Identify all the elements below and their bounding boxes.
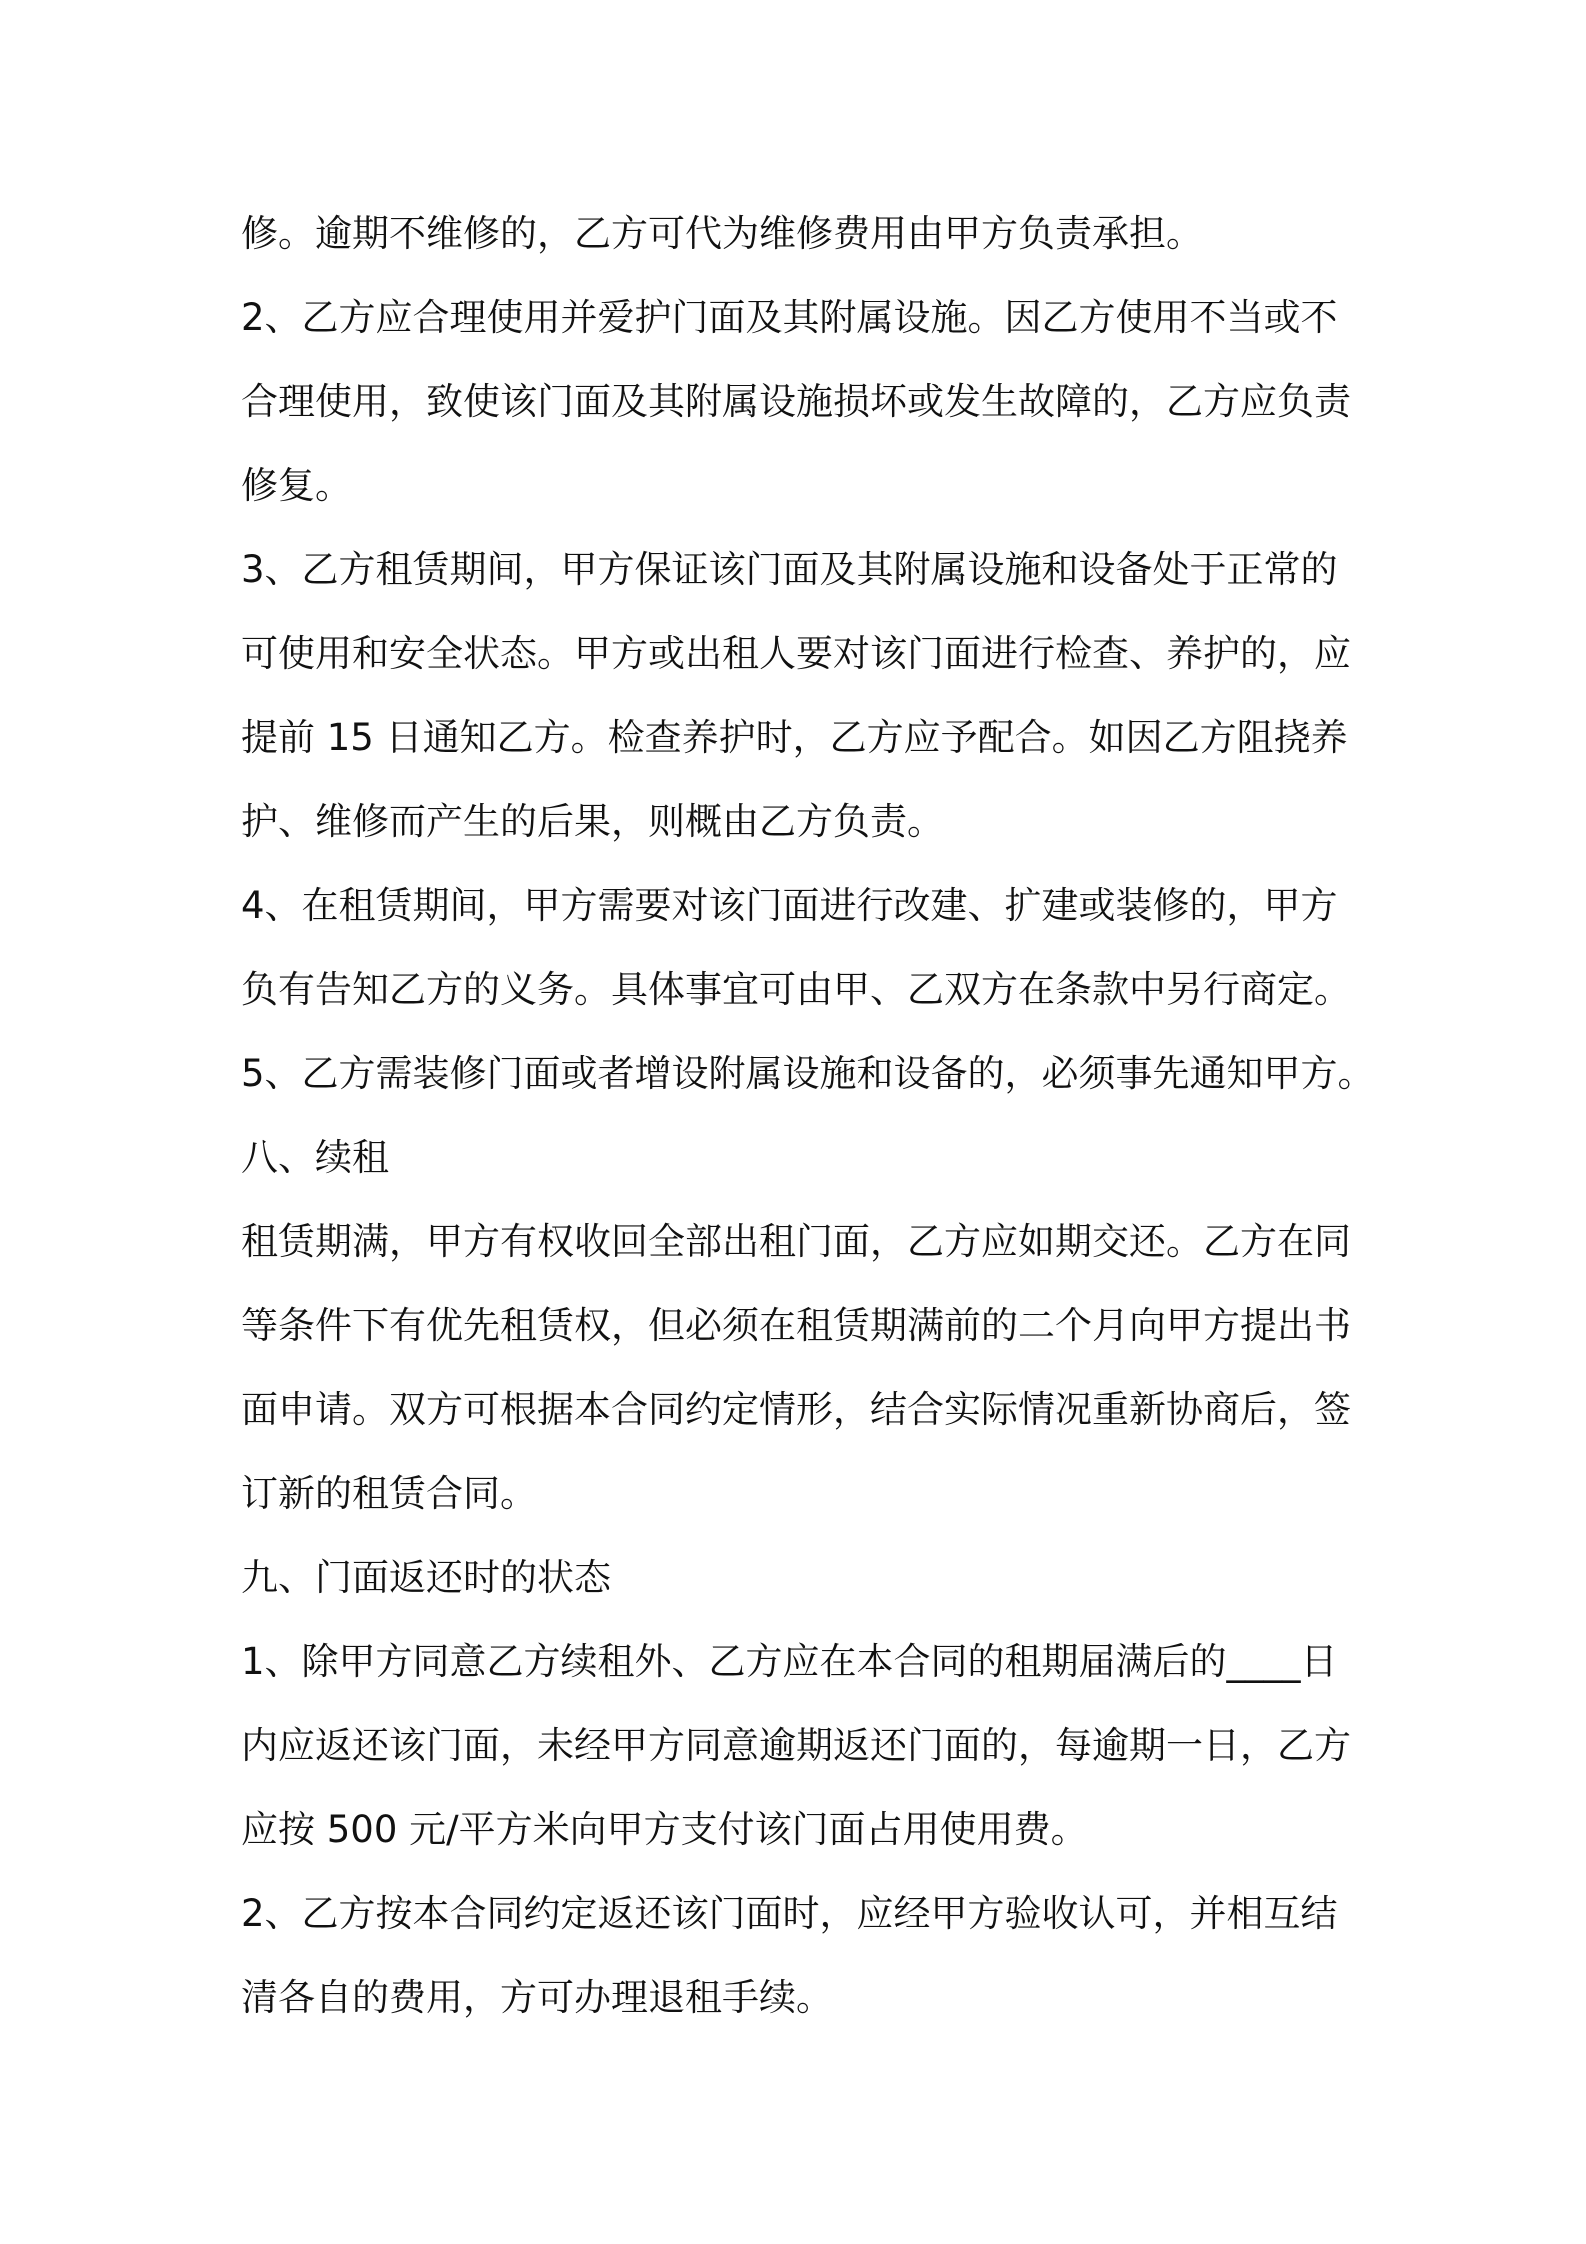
text-line: 租赁期满，甲方有权收回全部出租门面，乙方应如期交还。乙方在同 <box>241 1220 1351 1263</box>
text-line: 清各自的费用，方可办理退租手续。 <box>241 1976 833 2019</box>
section-heading: 九、门面返还时的状态 <box>241 1556 611 1599</box>
text-line: 4、在租赁期间，甲方需要对该门面进行改建、扩建或装修的，甲方 <box>241 884 1338 927</box>
text-line: 负有告知乙方的义务。具体事宜可由甲、乙双方在条款中另行商定。 <box>241 968 1351 1011</box>
text-line: 可使用和安全状态。甲方或出租人要对该门面进行检查、养护的，应 <box>241 632 1351 675</box>
text-line: 修复。 <box>241 464 352 507</box>
text-line: 5、乙方需装修门面或者增设附属设施和设备的，必须事先通知甲方。 <box>241 1052 1375 1095</box>
section-heading: 八、续租 <box>241 1136 389 1179</box>
text-line: 修。逾期不维修的，乙方可代为维修费用由甲方负责承担。 <box>241 212 1203 255</box>
text-line: 3、乙方租赁期间，甲方保证该门面及其附属设施和设备处于正常的 <box>241 548 1338 591</box>
text-line: 合理使用，致使该门面及其附属设施损坏或发生故障的，乙方应负责 <box>241 380 1351 423</box>
document-body <box>241 192 1375 2040</box>
text-line: 2、乙方应合理使用并爱护门面及其附属设施。因乙方使用不当或不 <box>241 296 1338 339</box>
text-line: 订新的租赁合同。 <box>241 1472 537 1515</box>
text-line: 护、维修而产生的后果，则概由乙方负责。 <box>241 800 944 843</box>
text-line: 提前 15 日通知乙方。检查养护时，乙方应予配合。如因乙方阻挠养 <box>241 716 1348 759</box>
text-line: 内应返还该门面，未经甲方同意逾期返还门面的，每逾期一日，乙方 <box>241 1724 1351 1767</box>
text-line: 面申请。双方可根据本合同约定情形，结合实际情况重新协商后，签 <box>241 1388 1351 1431</box>
text-line: 等条件下有优先租赁权，但必须在租赁期满前的二个月向甲方提出书 <box>241 1304 1351 1347</box>
text-line: 应按 500 元/平方米向甲方支付该门面占用使用费。 <box>241 1808 1088 1851</box>
text-line: 2、乙方按本合同约定返还该门面时，应经甲方验收认可，并相互结 <box>241 1892 1338 1935</box>
text-line: 1、除甲方同意乙方续租外、乙方应在本合同的租期届满后的____日 <box>241 1640 1338 1683</box>
